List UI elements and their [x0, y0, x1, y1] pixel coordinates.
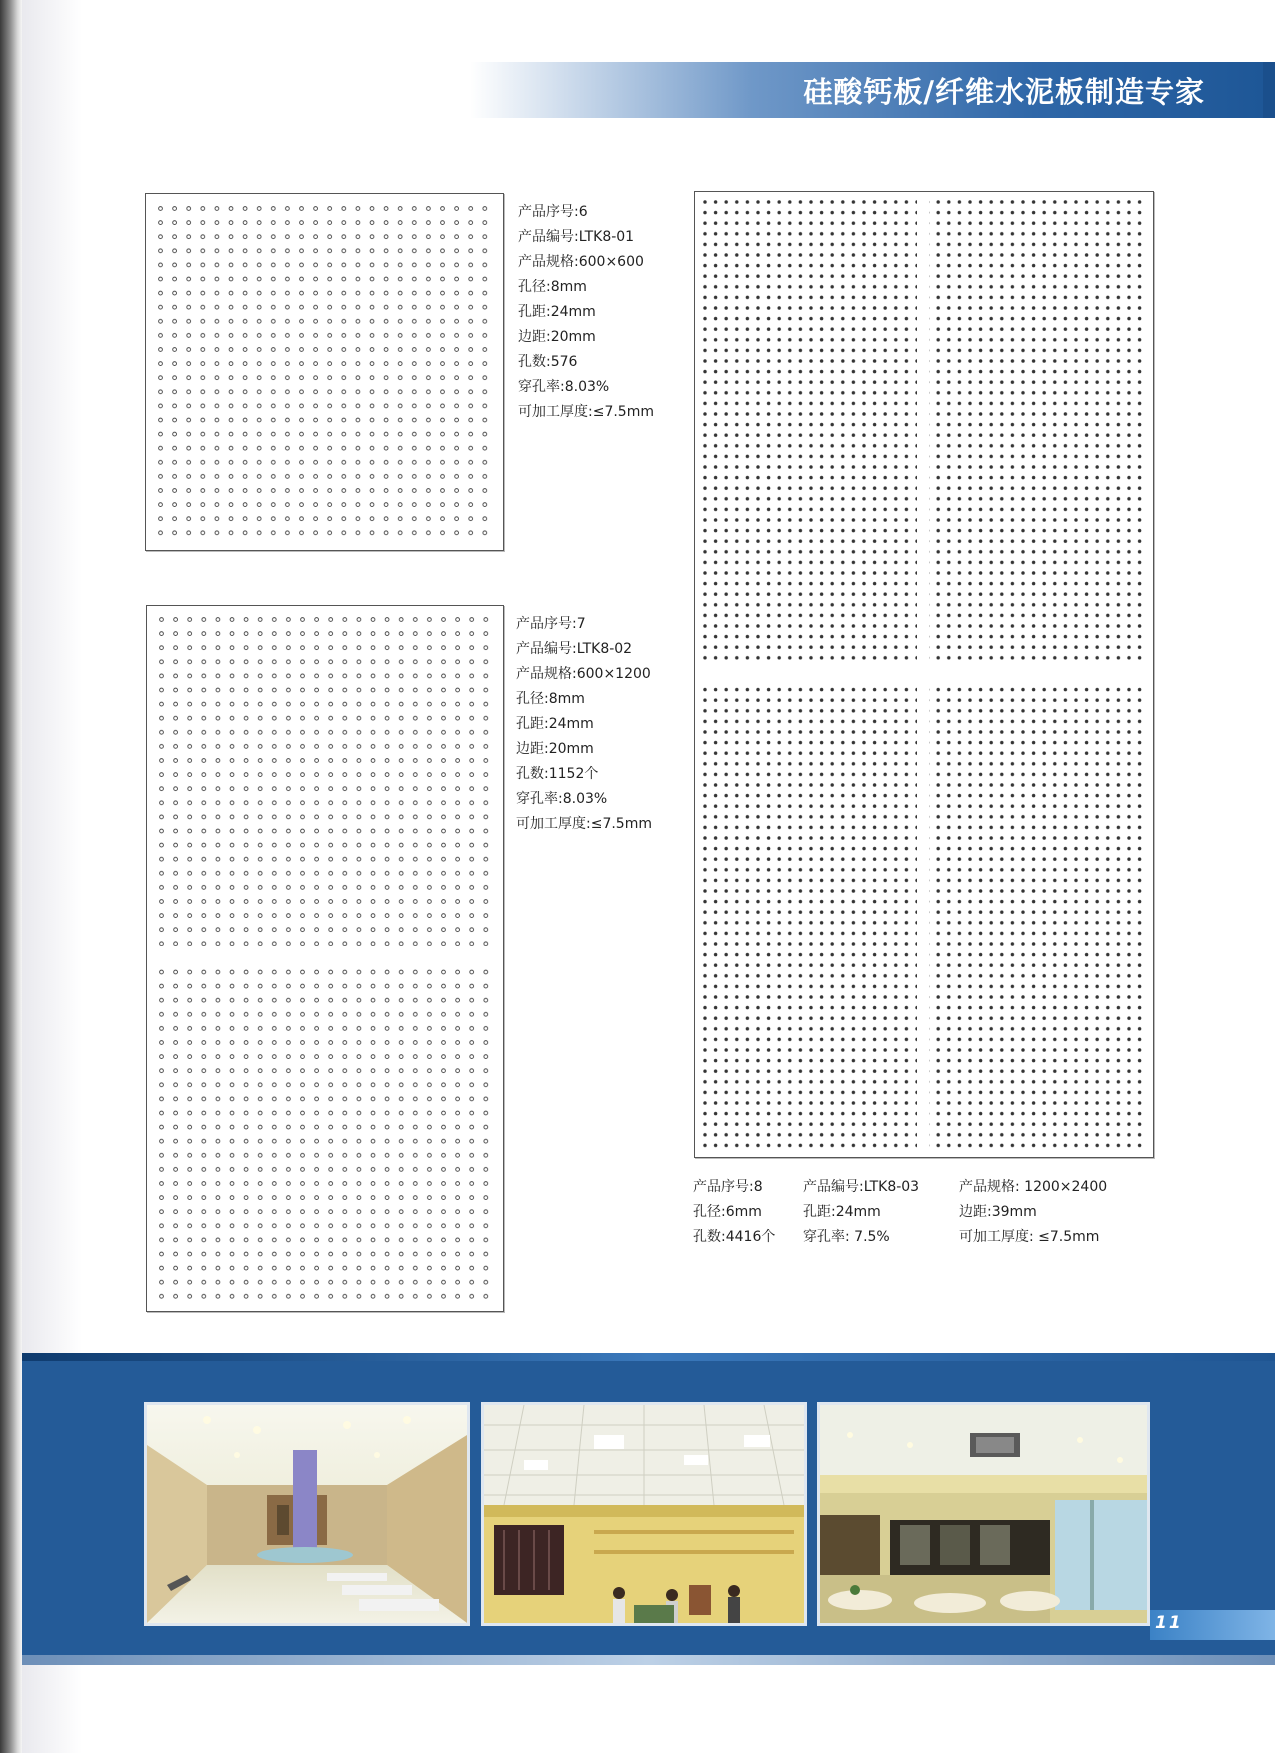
product-7-specs — [516, 612, 652, 837]
product-6-hole-count: 孔数:576 — [518, 354, 578, 370]
footer-bottom-stripe — [22, 1655, 1275, 1665]
product-7-board — [146, 605, 504, 1312]
product-7-hole-count: 孔数:1152个 — [516, 766, 599, 782]
product-6-specs — [518, 200, 654, 425]
product-8-size: 产品规格: 1200×2400 — [959, 1179, 1108, 1195]
spa-lounge-image — [147, 1405, 467, 1623]
perforation-pattern — [695, 192, 1153, 1157]
product-8-hole-pitch: 孔距:24mm — [803, 1204, 881, 1220]
product-7-perforation-rate: 穿孔率:8.03% — [516, 791, 608, 807]
photo-hotel-lobby — [817, 1402, 1150, 1626]
product-8-code: 产品编号:LTK8-03 — [803, 1179, 920, 1195]
product-8-serial: 产品序号:8 — [693, 1179, 763, 1195]
product-6-perforation-rate: 穿孔率:8.03% — [518, 379, 610, 395]
product-7-hole-pitch: 孔距:24mm — [516, 716, 594, 732]
product-8-hole-diameter: 孔径:6mm — [693, 1204, 762, 1220]
perforation-pattern — [146, 194, 503, 550]
product-7-hole-diameter: 孔径:8mm — [516, 691, 585, 707]
header-title: 硅酸钙板/纤维水泥板制造专家 — [803, 75, 1205, 109]
product-8-perforation-rate: 穿孔率: 7.5% — [803, 1229, 890, 1245]
product-8-hole-count: 孔数:4416个 — [693, 1229, 776, 1245]
product-6-margin: 边距:20mm — [518, 329, 596, 345]
product-7-code: 产品编号:LTK8-02 — [516, 641, 633, 657]
header-edge-bar — [1263, 62, 1275, 118]
header-banner — [470, 62, 1275, 118]
product-8-margin: 边距:39mm — [959, 1204, 1037, 1220]
product-6-serial: 产品序号:6 — [518, 204, 588, 220]
hotel-lobby-image — [820, 1405, 1147, 1623]
product-6-hole-pitch: 孔距:24mm — [518, 304, 596, 320]
product-6-size: 产品规格:600×600 — [518, 254, 644, 270]
product-6-code: 产品编号:LTK8-01 — [518, 229, 635, 245]
product-6-board — [145, 193, 504, 551]
perforation-pattern — [147, 606, 503, 1311]
office-hall-image — [484, 1405, 804, 1623]
product-7-margin: 边距:20mm — [516, 741, 594, 757]
product-6-thickness: 可加工厚度:≤7.5mm — [518, 404, 654, 420]
binding-spine — [0, 0, 22, 1753]
product-6-hole-diameter: 孔径:8mm — [518, 279, 587, 295]
product-7-size: 产品规格:600×1200 — [516, 666, 651, 682]
page-number: 11 — [1155, 1613, 1183, 1633]
product-7-thickness: 可加工厚度:≤7.5mm — [516, 816, 652, 832]
footer-top-stripe — [22, 1353, 1275, 1361]
product-7-serial: 产品序号:7 — [516, 616, 586, 632]
product-8-thickness: 可加工厚度: ≤7.5mm — [959, 1229, 1100, 1245]
photo-office-hall — [481, 1402, 807, 1626]
photo-spa-lounge — [144, 1402, 470, 1626]
product-8-board — [694, 191, 1154, 1158]
